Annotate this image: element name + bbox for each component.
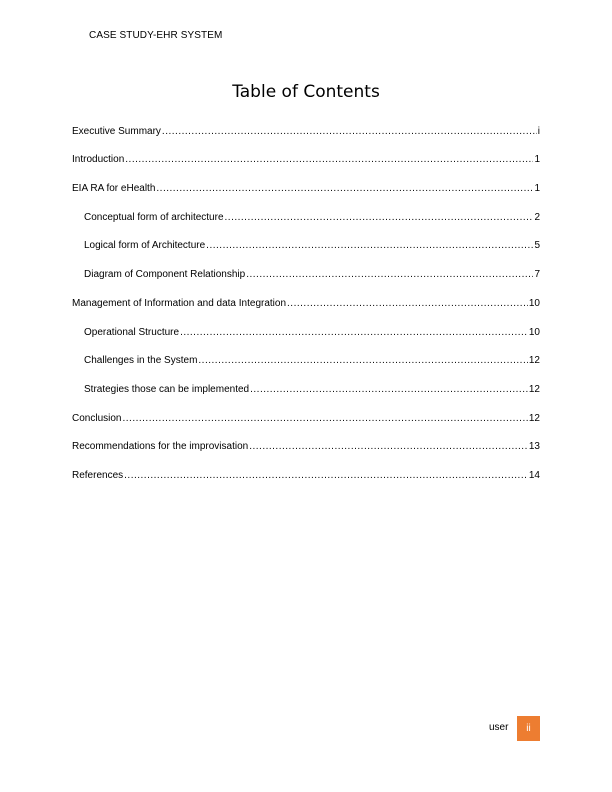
toc-entry-page: 12	[528, 412, 540, 424]
toc-entry-page: i	[537, 125, 540, 137]
toc-entry-operational-structure[interactable]	[72, 311, 540, 340]
dot-leader	[122, 413, 527, 426]
toc-entry-strategies[interactable]	[72, 368, 540, 397]
dot-leader	[206, 240, 533, 253]
toc-entry-conceptual-form[interactable]	[72, 196, 540, 225]
toc-entry-page: 14	[528, 469, 540, 481]
toc-entry-title: Introduction	[72, 154, 125, 166]
dot-leader	[250, 384, 528, 397]
toc-entry-page: 1	[534, 154, 540, 166]
toc-entry-title: Operational Structure	[84, 326, 180, 338]
toc-entry-page: 10	[528, 297, 540, 309]
toc-entry-page: 12	[528, 355, 540, 367]
toc-entry-title: Strategies those can be implemented	[84, 383, 250, 395]
toc-title: Table of Contents	[232, 82, 380, 102]
toc-entry-challenges[interactable]	[72, 340, 540, 369]
page-header: CASE STUDY-EHR SYSTEM	[89, 30, 223, 41]
toc-entry-recommendations[interactable]	[72, 426, 540, 455]
toc-entry-title: Management of Information and data Integration	[72, 297, 287, 309]
dot-leader	[249, 441, 528, 454]
toc-entry-conclusion[interactable]	[72, 397, 540, 426]
toc-entry-logical-form[interactable]	[72, 225, 540, 254]
footer-author: user	[489, 722, 509, 733]
toc-entry-page: 10	[528, 326, 540, 338]
toc-entry-page: 7	[534, 269, 540, 281]
dot-leader	[125, 154, 533, 167]
toc-entry-information-management[interactable]	[72, 282, 540, 311]
toc-entry-title: Executive Summary	[72, 125, 161, 137]
toc-entry-page: 1	[534, 183, 540, 195]
dot-leader	[225, 212, 534, 225]
dot-leader	[180, 327, 528, 340]
dot-leader	[124, 470, 528, 483]
toc-entry-eia-ra[interactable]	[72, 167, 540, 196]
toc-entry-title: EIA RA for eHealth	[72, 183, 156, 195]
toc-entry-title: Conclusion	[72, 412, 122, 424]
toc-entry-title: Recommendations for the improvisation	[72, 441, 249, 453]
toc-entry-title: Diagram of Component Relationship	[84, 269, 246, 281]
toc-entry-title: Conceptual form of architecture	[84, 211, 224, 223]
toc-entry-page: 5	[534, 240, 540, 252]
toc-entry-page: 12	[528, 383, 540, 395]
toc-entry-title: Logical form of Architecture	[84, 240, 206, 252]
dot-leader	[162, 126, 537, 139]
footer-page-number: ii	[517, 716, 540, 741]
dot-leader	[156, 183, 533, 196]
toc-entry-component-diagram[interactable]	[72, 253, 540, 282]
toc-entry-page: 13	[528, 441, 540, 453]
toc-entry-title: Challenges in the System	[84, 355, 198, 367]
dot-leader	[198, 355, 527, 368]
toc-entry-references[interactable]	[72, 454, 540, 483]
toc-list	[72, 110, 540, 483]
toc-entry-introduction[interactable]	[72, 139, 540, 168]
toc-entry-page: 2	[534, 211, 540, 223]
toc-entry-executive-summary[interactable]	[72, 110, 540, 139]
dot-leader	[246, 269, 533, 282]
toc-entry-title: References	[72, 469, 124, 481]
dot-leader	[287, 298, 528, 311]
